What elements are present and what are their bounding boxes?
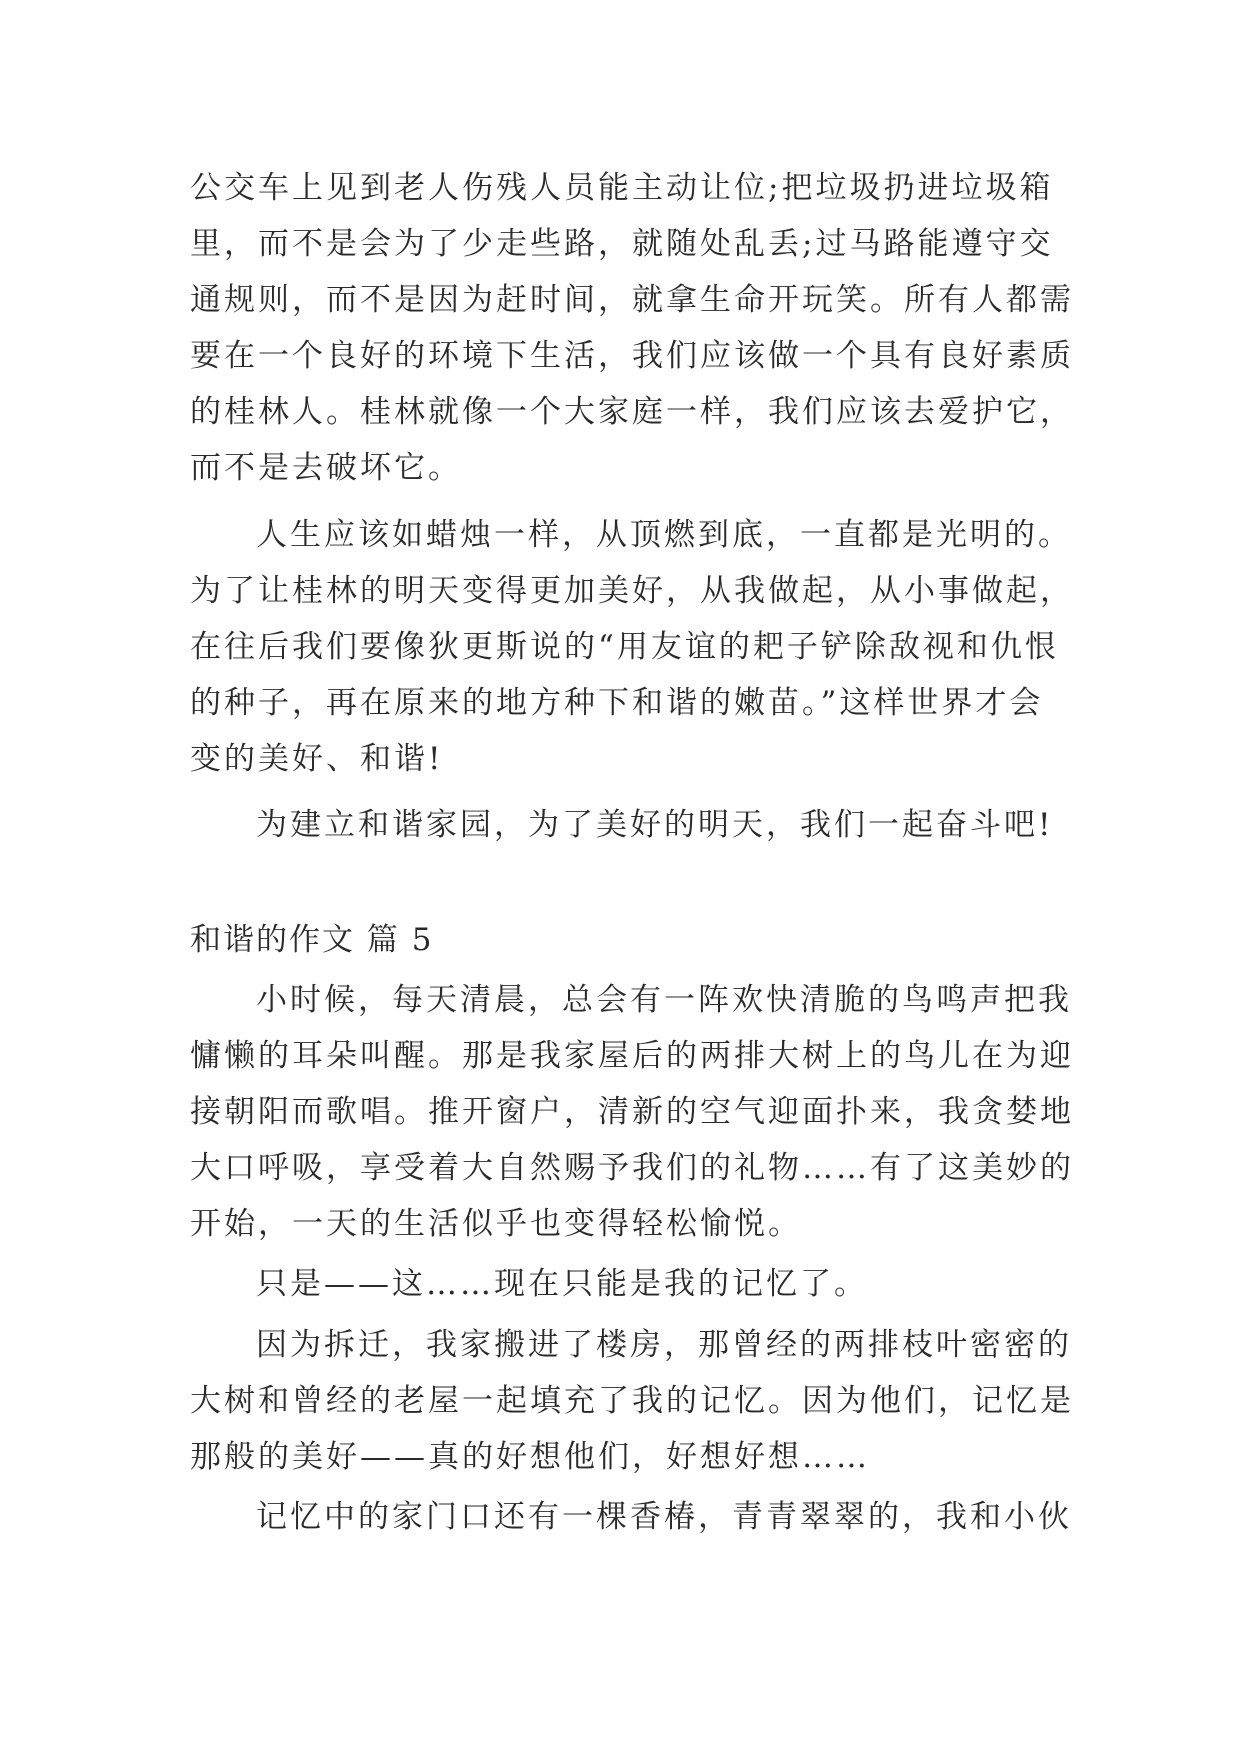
text-line: 接朝阳而歌唱。推开窗户，清新的空气迎面扑来，我贪婪地 <box>190 1094 1074 1130</box>
text-line: 只是——这……现在只能是我的记忆了。 <box>256 1266 868 1302</box>
text-line: 里，而不是会为了少走些路，就随处乱丢;过马路能遵守交 <box>190 226 1054 262</box>
text-line: 的种子，再在原来的地方种下和谐的嫩苗。”这样世界才会 <box>190 685 1044 721</box>
text-line: 大口呼吸，享受着大自然赐予我们的礼物……有了这美妙的 <box>190 1150 1074 1186</box>
text-line: 变的美好、和谐! <box>190 741 444 777</box>
section-heading: 和谐的作文 篇 5 <box>190 922 434 958</box>
text-line: 为建立和谐家园，为了美好的明天，我们一起奋斗吧! <box>256 807 1054 843</box>
text-line: 慵懒的耳朵叫醒。那是我家屋后的两排大树上的鸟儿在为迎 <box>190 1038 1074 1074</box>
text-line: 在往后我们要像狄更斯说的“用友谊的耙子铲除敌视和仇恨 <box>190 629 1059 665</box>
text-line: 为了让桂林的明天变得更加美好，从我做起，从小事做起， <box>190 573 1074 609</box>
text-line: 大树和曾经的老屋一起填充了我的记忆。因为他们，记忆是 <box>190 1383 1074 1419</box>
text-line: 小时候，每天清晨，总会有一阵欢快清脆的鸟鸣声把我 <box>256 982 1072 1018</box>
text-line: 而不是去破坏它。 <box>190 450 462 486</box>
text-line: 通规则，而不是因为赶时间，就拿生命开玩笑。所有人都需 <box>190 282 1074 318</box>
text-line: 记忆中的家门口还有一棵香椿，青青翠翠的，我和小伙 <box>256 1499 1072 1535</box>
text-line: 要在一个良好的环境下生活，我们应该做一个具有良好素质 <box>190 338 1074 374</box>
text-line: 的桂林人。桂林就像一个大家庭一样，我们应该去爱护它， <box>190 394 1074 430</box>
text-line: 人生应该如蜡烛一样，从顶燃到底，一直都是光明的。 <box>256 517 1072 553</box>
text-line: 公交车上见到老人伤残人员能主动让位;把垃圾扔进垃圾箱 <box>190 170 1054 206</box>
text-line: 那般的美好——真的好想他们，好想好想…… <box>190 1439 870 1475</box>
text-line: 开始，一天的生活似乎也变得轻松愉悦。 <box>190 1206 802 1242</box>
text-line: 因为拆迁，我家搬进了楼房，那曾经的两排枝叶密密的 <box>256 1327 1072 1363</box>
